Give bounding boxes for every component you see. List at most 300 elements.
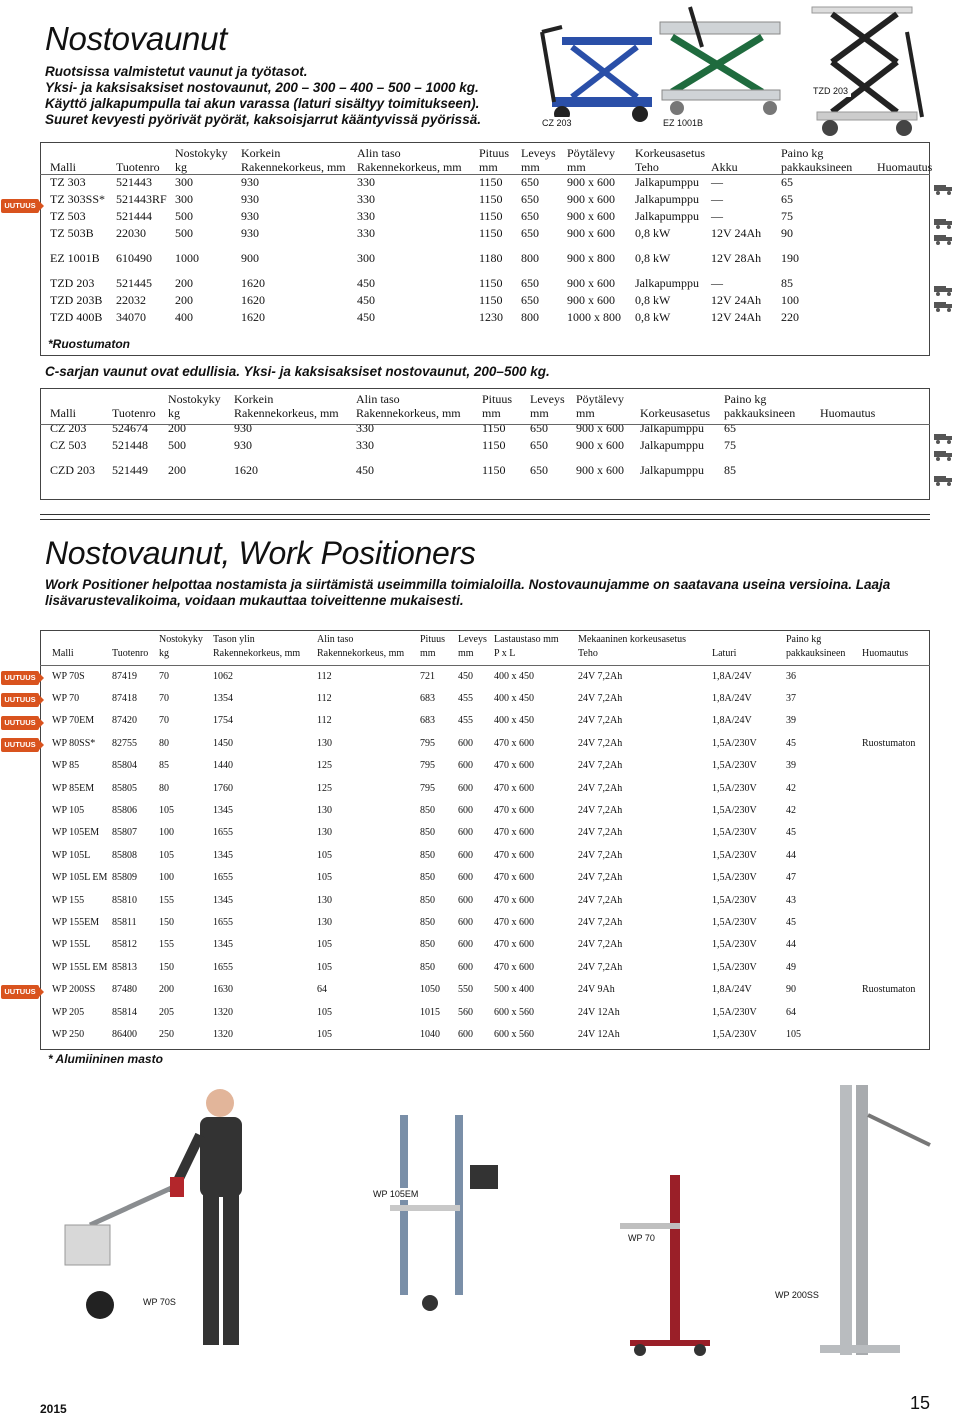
truck-icon bbox=[934, 474, 954, 486]
col-poytalevy: Pöytälevy mm bbox=[567, 146, 615, 174]
table-cell: 521445 bbox=[116, 276, 152, 290]
table-cell: 900 x 800 bbox=[567, 251, 615, 265]
table-cell: 930 bbox=[234, 438, 252, 452]
table-cell: 24V 7,2Ah bbox=[578, 872, 623, 884]
table-cell: 24V 7,2Ah bbox=[578, 939, 623, 951]
table-cell: 1,5A/230V bbox=[712, 961, 757, 973]
table-cell: 850 bbox=[420, 805, 435, 817]
section2-subtitle: C-sarjan vaunut ovat edullisia. Yksi- ja kaksisaksiset nostovaunut, 200–500 kg. bbox=[45, 364, 550, 379]
table-cell: 105 bbox=[317, 961, 332, 973]
table-cell: 470 x 600 bbox=[494, 849, 534, 861]
table2-header-rule bbox=[40, 424, 930, 425]
table-header-row bbox=[50, 633, 917, 665]
table-cell: 1345 bbox=[213, 805, 233, 817]
table-cell: 1150 bbox=[479, 226, 503, 240]
table-cell: 24V 7,2Ah bbox=[578, 715, 623, 727]
table-cell: 600 x 560 bbox=[494, 1006, 534, 1018]
table-cell: 200 bbox=[168, 421, 186, 435]
table-cell: 45 bbox=[786, 737, 796, 749]
col-huomautus: Huomautus bbox=[862, 648, 909, 659]
table-cell: WP 155 bbox=[52, 894, 85, 906]
table-cell bbox=[860, 1023, 917, 1045]
table-cell: 105 bbox=[159, 805, 174, 817]
table-cell: 850 bbox=[420, 872, 435, 884]
table-cell: 600 bbox=[458, 760, 473, 772]
photo-label-tzd203: TZD 203 bbox=[810, 85, 851, 97]
table-cell: 450 bbox=[356, 463, 374, 477]
table-cell: 65 bbox=[781, 192, 793, 206]
table-cell: 49 bbox=[786, 961, 796, 973]
table-cell: 470 x 600 bbox=[494, 827, 534, 839]
table-cell: 560 bbox=[458, 1006, 473, 1018]
table-cell: 330 bbox=[357, 209, 375, 223]
table-cell: 1,5A/230V bbox=[712, 760, 757, 772]
table-cell: 64 bbox=[786, 1006, 796, 1018]
table-cell: 330 bbox=[357, 226, 375, 240]
table-cell bbox=[860, 777, 917, 799]
table-cell: 1345 bbox=[213, 939, 233, 951]
table1-header-rule bbox=[40, 174, 930, 175]
table-cell: 850 bbox=[420, 894, 435, 906]
table-cell: 85814 bbox=[112, 1006, 137, 1018]
table-cell: 1040 bbox=[420, 1028, 440, 1040]
table-cell: 521444 bbox=[116, 209, 152, 223]
table-cell: Jalkapumppu bbox=[640, 421, 704, 435]
table-cell: 455 bbox=[458, 715, 473, 727]
truck-icon bbox=[934, 432, 954, 444]
table-cell: 75 bbox=[781, 209, 793, 223]
table-cell: TZD 203B bbox=[50, 293, 103, 307]
table-cell: 64 bbox=[317, 984, 327, 996]
table-cell: 1150 bbox=[479, 293, 503, 307]
table-cell: 205 bbox=[159, 1006, 174, 1018]
truck-icon bbox=[934, 300, 954, 312]
blue-scissor-cart-image bbox=[542, 27, 652, 122]
table-row bbox=[48, 250, 934, 267]
table-cell: 112 bbox=[317, 693, 332, 705]
table-cell: TZ 303 bbox=[50, 175, 86, 189]
col-malli: Malli bbox=[52, 648, 74, 659]
table-cell: WP 70S bbox=[52, 670, 85, 682]
table-cell: 600 bbox=[458, 916, 473, 928]
col-huomautus: Huomautus bbox=[820, 406, 876, 420]
table-cell: 900 x 600 bbox=[567, 192, 615, 206]
table-cell: 190 bbox=[781, 251, 799, 265]
table-cell: 683 bbox=[420, 715, 435, 727]
table-row bbox=[50, 978, 917, 1000]
col-leveys: Leveys mm bbox=[530, 392, 565, 420]
table-cell: Ruostumaton bbox=[862, 984, 916, 996]
table-cell: 850 bbox=[420, 961, 435, 973]
table-cell: WP 200SS bbox=[52, 984, 96, 996]
table-row bbox=[50, 732, 917, 754]
table-cell: 47 bbox=[786, 872, 796, 884]
table-row bbox=[48, 292, 934, 309]
table-cell: 1620 bbox=[241, 310, 265, 324]
table-cell: 24V 9Ah bbox=[578, 984, 615, 996]
table-cell: 500 x 400 bbox=[494, 984, 534, 996]
table-cell: 600 bbox=[458, 872, 473, 884]
table-cell: 330 bbox=[357, 192, 375, 206]
photo-label-cz203: CZ 203 bbox=[539, 117, 575, 129]
table-cell bbox=[860, 1001, 917, 1023]
table3-header-rule bbox=[40, 665, 930, 666]
table-row bbox=[48, 437, 877, 454]
table-cell: 795 bbox=[420, 782, 435, 794]
table-cell: 24V 7,2Ah bbox=[578, 670, 623, 682]
table-cell: 1000 x 800 bbox=[567, 310, 621, 324]
table-row bbox=[48, 208, 934, 225]
table-cell: 12V 24Ah bbox=[711, 293, 762, 307]
table-cell: 100 bbox=[159, 872, 174, 884]
table-cell: 400 x 450 bbox=[494, 693, 534, 705]
table-cell: 105 bbox=[317, 849, 332, 861]
table-cell: 600 bbox=[458, 894, 473, 906]
table-row bbox=[50, 867, 917, 889]
table-cell: WP 155EM bbox=[52, 916, 100, 928]
truck-icon bbox=[934, 449, 954, 461]
table-header-row bbox=[48, 392, 877, 420]
table-cell: 600 bbox=[458, 961, 473, 973]
table-cell: 683 bbox=[420, 693, 435, 705]
table-cell: 930 bbox=[234, 421, 252, 435]
table-cell: 1,5A/230V bbox=[712, 894, 757, 906]
table-cell: 1230 bbox=[479, 310, 503, 324]
table-cell: 450 bbox=[357, 276, 375, 290]
table-cell: 470 x 600 bbox=[494, 961, 534, 973]
table-cell: 900 x 600 bbox=[567, 209, 615, 223]
table-cell bbox=[860, 889, 917, 911]
page-number: 15 bbox=[910, 1393, 931, 1413]
table-cell: 1150 bbox=[479, 209, 503, 223]
table-cell bbox=[860, 934, 917, 956]
col-tuotenro: Tuotenro bbox=[112, 648, 149, 659]
table-cell: 85 bbox=[159, 760, 169, 772]
table-cell: 1,5A/230V bbox=[712, 827, 757, 839]
col-tason: Tason ylin Rakennekorkeus, mm bbox=[213, 634, 301, 659]
table-cell: 34070 bbox=[116, 310, 146, 324]
table-cell: 155 bbox=[159, 939, 174, 951]
col-paino: Paino kg pakkauksineen bbox=[724, 392, 796, 420]
table-cell: 24V 7,2Ah bbox=[578, 827, 623, 839]
table3-body bbox=[50, 665, 917, 1046]
table-cell: 1,8A/24V bbox=[712, 670, 752, 682]
product-photos-work-positioners bbox=[60, 1075, 940, 1365]
table-cell: 800 bbox=[521, 251, 539, 265]
table-cell: 105 bbox=[317, 1006, 332, 1018]
table-cell: 1150 bbox=[479, 192, 503, 206]
table-cell: 24V 7,2Ah bbox=[578, 894, 623, 906]
table-cell: 155 bbox=[159, 894, 174, 906]
table-cell: WP 105L EM bbox=[52, 872, 108, 884]
table-cell: 105 bbox=[159, 849, 174, 861]
table-cell: 1754 bbox=[213, 715, 233, 727]
table-cell: 45 bbox=[786, 827, 796, 839]
table-cell: 521449 bbox=[112, 463, 148, 477]
table-cell: Jalkapumppu bbox=[640, 438, 704, 452]
table-cell: 600 bbox=[458, 782, 473, 794]
table-cell: 105 bbox=[317, 1028, 332, 1040]
intro-line: lisävarustevalikoima, voidaan mukauttaa toiveittenne mukaisesti. bbox=[45, 593, 464, 608]
table-cell: 1320 bbox=[213, 1028, 233, 1040]
table-cell: Jalkapumppu bbox=[635, 175, 699, 189]
table-cell: 1,5A/230V bbox=[712, 872, 757, 884]
table-cell: 22032 bbox=[116, 293, 146, 307]
table-cell: 600 x 560 bbox=[494, 1028, 534, 1040]
table-cell: 12V 24Ah bbox=[711, 310, 762, 324]
table-cell: 85806 bbox=[112, 805, 137, 817]
col-alin: Alin taso Rakennekorkeus, mm bbox=[357, 146, 462, 174]
table-cell: 12V 28Ah bbox=[711, 251, 762, 265]
table-cell: 82755 bbox=[112, 737, 137, 749]
table-cell: 900 bbox=[241, 251, 259, 265]
col-teho: Mekaaninen korkeusasetus Teho bbox=[578, 634, 687, 659]
uutuus-badge: UUTUUS bbox=[1, 199, 39, 213]
table-cell: 42 bbox=[786, 805, 796, 817]
table-cell: 1,8A/24V bbox=[712, 693, 752, 705]
col-leveys: Leveys mm bbox=[521, 146, 556, 174]
table-cell: Jalkapumppu bbox=[640, 463, 704, 477]
table-cell: 39 bbox=[786, 715, 796, 727]
table-cell: 24V 7,2Ah bbox=[578, 849, 623, 861]
col-laturi: Laturi bbox=[712, 648, 737, 659]
table-cell: 900 x 600 bbox=[567, 293, 615, 307]
table-cell: WP 105EM bbox=[52, 827, 100, 839]
table-cell: 610490 bbox=[116, 251, 152, 265]
table-cell: 0,8 kW bbox=[635, 310, 671, 324]
table-cell: 220 bbox=[781, 310, 799, 324]
table-cell: 1000 bbox=[175, 251, 199, 265]
table-cell: — bbox=[711, 175, 723, 189]
table-cell: 900 x 600 bbox=[576, 438, 624, 452]
product-photos-scissor-carts bbox=[532, 2, 960, 142]
table-cell: WP 85 bbox=[52, 760, 80, 772]
table-cell: 24V 7,2Ah bbox=[578, 782, 623, 794]
table-cell: 900 x 600 bbox=[576, 463, 624, 477]
table-cell: WP 155L EM bbox=[52, 961, 108, 973]
table-cell: 0,8 kW bbox=[635, 251, 671, 265]
table-cell: 87418 bbox=[112, 693, 137, 705]
table-cell: 650 bbox=[521, 226, 539, 240]
table-cell: 1320 bbox=[213, 1006, 233, 1018]
col-paino: Paino kg pakkauksineen bbox=[781, 146, 853, 174]
col-malli: Malli bbox=[50, 160, 76, 174]
wp200ss-image bbox=[820, 1085, 930, 1355]
table-cell: 130 bbox=[317, 894, 332, 906]
table-cell: 1150 bbox=[482, 421, 506, 435]
table-cell: 130 bbox=[317, 916, 332, 928]
table-cell: 1450 bbox=[213, 737, 233, 749]
table-cell bbox=[860, 665, 917, 687]
table-cell bbox=[860, 844, 917, 866]
table-cell: TZD 203 bbox=[50, 276, 95, 290]
table-cell: 650 bbox=[530, 421, 548, 435]
col-korkeusasetus: Korkeusasetus bbox=[640, 406, 710, 420]
table-cell: 1150 bbox=[479, 175, 503, 189]
intro-line: Work Positioner helpottaa nostamista ja siirtämistä useimmilla toimialoilla. Nostovaunujamme on saatavana useina versioina. Laaja bbox=[45, 577, 891, 592]
table-cell: 85807 bbox=[112, 827, 137, 839]
table3-footnote: * Alumiininen masto bbox=[48, 1052, 163, 1066]
table-cell: 24V 7,2Ah bbox=[578, 760, 623, 772]
section3-intro bbox=[45, 577, 890, 609]
col-malli: Malli bbox=[50, 406, 76, 420]
table-cell: 900 x 600 bbox=[576, 421, 624, 435]
table-cell: 24V 7,2Ah bbox=[578, 693, 623, 705]
table-cell: 470 x 600 bbox=[494, 916, 534, 928]
table-cell: 200 bbox=[175, 293, 193, 307]
table-cell: 44 bbox=[786, 939, 796, 951]
table-cell: 112 bbox=[317, 715, 332, 727]
col-tuotenro: Tuotenro bbox=[112, 406, 156, 420]
table-cell: 600 bbox=[458, 805, 473, 817]
table3-work-positioners bbox=[50, 633, 917, 1046]
footer-year: 2015 bbox=[40, 1402, 67, 1416]
table-cell: 500 bbox=[175, 226, 193, 240]
table-cell: 24V 7,2Ah bbox=[578, 916, 623, 928]
photo-label-wp200ss: WP 200SS bbox=[772, 1289, 822, 1301]
table-cell: 550 bbox=[458, 984, 473, 996]
table-cell: 200 bbox=[159, 984, 174, 996]
table-cell: 930 bbox=[241, 209, 259, 223]
table-row bbox=[48, 275, 934, 292]
table-cell: 650 bbox=[521, 192, 539, 206]
table-cell: Ruostumaton bbox=[862, 737, 916, 749]
photo-label-ez1001b: EZ 1001B bbox=[660, 117, 706, 129]
table-cell: 470 x 600 bbox=[494, 782, 534, 794]
table-cell: 1620 bbox=[234, 463, 258, 477]
table-cell: 1,5A/230V bbox=[712, 849, 757, 861]
table-cell bbox=[860, 911, 917, 933]
table-cell: 125 bbox=[317, 760, 332, 772]
table-cell: 105 bbox=[317, 939, 332, 951]
table-cell: 90 bbox=[781, 226, 793, 240]
col-alin: Alin taso Rakennekorkeus, mm bbox=[317, 634, 405, 659]
table-cell bbox=[860, 799, 917, 821]
table-spacer-row bbox=[48, 242, 934, 250]
table-row bbox=[48, 191, 934, 208]
col-korkein: Korkein Rakennekorkeus, mm bbox=[234, 392, 339, 420]
table-cell: 600 bbox=[458, 939, 473, 951]
table-cell: 330 bbox=[357, 175, 375, 189]
table-cell: 450 bbox=[458, 670, 473, 682]
col-korkein: Korkein Rakennekorkeus, mm bbox=[241, 146, 346, 174]
table-cell: 150 bbox=[159, 961, 174, 973]
table-cell: 24V 7,2Ah bbox=[578, 737, 623, 749]
table-cell: 600 bbox=[458, 827, 473, 839]
table-cell: 930 bbox=[241, 175, 259, 189]
uutuus-badge: UUTUUS bbox=[1, 716, 39, 730]
table-cell: 930 bbox=[241, 226, 259, 240]
table-cell bbox=[860, 867, 917, 889]
table-cell: 1,5A/230V bbox=[712, 939, 757, 951]
table-cell: 450 bbox=[357, 310, 375, 324]
table-cell: 470 x 600 bbox=[494, 737, 534, 749]
table-cell: 1050 bbox=[420, 984, 440, 996]
table-cell: 85 bbox=[724, 463, 736, 477]
table-cell: 1345 bbox=[213, 849, 233, 861]
table-cell: 86400 bbox=[112, 1028, 137, 1040]
col-tuotenro: Tuotenro bbox=[116, 160, 160, 174]
table-cell: 80 bbox=[159, 782, 169, 794]
table-cell: 1,5A/230V bbox=[712, 1006, 757, 1018]
photo-label-wp70s: WP 70S bbox=[140, 1296, 179, 1308]
table-cell: Jalkapumppu bbox=[635, 209, 699, 223]
truck-icon bbox=[934, 217, 954, 229]
table-cell: 65 bbox=[724, 421, 736, 435]
table-header-row bbox=[48, 146, 934, 174]
table-cell: 24V 12Ah bbox=[578, 1006, 620, 1018]
table-cell: 470 x 600 bbox=[494, 760, 534, 772]
col-pituus: Pituus mm bbox=[479, 146, 510, 174]
intro-line: Käyttö jalkapumpulla tai akun varassa (laturi sisältyy toimitukseen). bbox=[45, 96, 480, 111]
table-cell bbox=[860, 956, 917, 978]
table-cell: 470 x 600 bbox=[494, 805, 534, 817]
table-cell bbox=[860, 687, 917, 709]
table-cell: 600 bbox=[458, 849, 473, 861]
table-cell: 470 x 600 bbox=[494, 939, 534, 951]
uutuus-badge: UUTUUS bbox=[1, 985, 39, 999]
green-scissor-cart-image bbox=[660, 7, 780, 115]
photo-label-wp70: WP 70 bbox=[625, 1232, 658, 1244]
section-title-nostovaunut: Nostovaunut bbox=[45, 20, 227, 57]
table-cell: 39 bbox=[786, 760, 796, 772]
table-cell: 721 bbox=[420, 670, 435, 682]
table-cell: 70 bbox=[159, 715, 169, 727]
table-cell: 85 bbox=[781, 276, 793, 290]
table-cell: WP 70 bbox=[52, 693, 80, 705]
table2-c-series bbox=[48, 392, 877, 479]
table-cell: 521443RF bbox=[116, 192, 167, 206]
table-cell: 650 bbox=[530, 438, 548, 452]
table-cell: 150 bbox=[159, 916, 174, 928]
table-cell: 300 bbox=[175, 192, 193, 206]
table-cell: 87480 bbox=[112, 984, 137, 996]
table-cell: CZ 503 bbox=[50, 438, 87, 452]
table-cell: 470 x 600 bbox=[494, 872, 534, 884]
table-cell: — bbox=[711, 276, 723, 290]
table-cell: 600 bbox=[458, 1028, 473, 1040]
table-cell: 1354 bbox=[213, 693, 233, 705]
table-cell: WP 250 bbox=[52, 1028, 85, 1040]
table-cell: 650 bbox=[521, 293, 539, 307]
table-cell: Jalkapumppu bbox=[635, 192, 699, 206]
table-cell: 80 bbox=[159, 737, 169, 749]
table-cell: 1150 bbox=[479, 276, 503, 290]
table-cell: 85810 bbox=[112, 894, 137, 906]
table-row bbox=[50, 687, 917, 709]
intro-line: Yksi- ja kaksisaksiset nostovaunut, 200 – 300 – 400 – 500 – 1000 kg. bbox=[45, 80, 479, 95]
col-nostokyky: Nostokyky kg bbox=[159, 634, 203, 659]
table-cell: 650 bbox=[521, 209, 539, 223]
table-row bbox=[48, 225, 934, 242]
wp105em-image bbox=[390, 1115, 498, 1311]
table-row bbox=[50, 710, 917, 732]
table-cell: 1630 bbox=[213, 984, 233, 996]
table-cell: 300 bbox=[357, 251, 375, 265]
col-alin: Alin taso Rakennekorkeus, mm bbox=[356, 392, 461, 420]
table-cell: 24V 12Ah bbox=[578, 1028, 620, 1040]
table-cell: 650 bbox=[530, 463, 548, 477]
table-cell: WP 105L bbox=[52, 849, 91, 861]
table-cell: WP 105 bbox=[52, 805, 85, 817]
table-cell: 12V 24Ah bbox=[711, 226, 762, 240]
table-cell: 1015 bbox=[420, 1006, 440, 1018]
table-cell: 330 bbox=[356, 421, 374, 435]
table-cell: 36 bbox=[786, 670, 796, 682]
table-cell: 1062 bbox=[213, 670, 233, 682]
col-poytalevy: Pöytälevy mm bbox=[576, 392, 624, 420]
table-row bbox=[50, 956, 917, 978]
